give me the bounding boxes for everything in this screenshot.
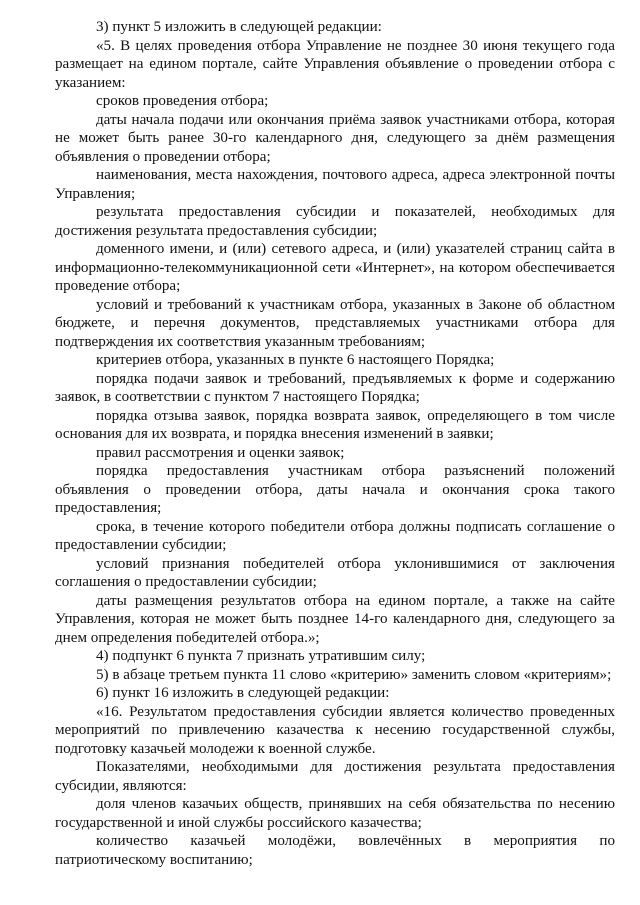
document-paragraph: условий и требований к участникам отбора, указанных в Законе об областном бюджете, и перечня документов, представляемых участниками отбора для подтверждения их соответствия указанным требованиям;	[55, 296, 615, 350]
document-body	[55, 18, 615, 869]
document-paragraph: правил рассмотрения и оценки заявок;	[96, 444, 345, 461]
document-paragraph: порядка подачи заявок и требований, предъявляемых к форме и содержанию заявок, в соответствии с пунктом 7 настоящего Порядка;	[55, 370, 615, 405]
document-paragraph: результата предоставления субсидии и показателей, необходимых для достижения результата предоставления субсидии;	[55, 204, 615, 239]
document-paragraph: доля членов казачьих обществ, принявших на себя обязательства по несению государственной и иной службы российского казачества;	[55, 796, 615, 831]
document-paragraph: даты размещения результатов отбора на едином портале, а также на сайте Управления, которая не может быть позднее 14-го календарного дня, следующего за днем определения победителей отбора.»;	[55, 592, 615, 646]
document-paragraph: 6) пункт 16 изложить в следующей редакции:	[96, 685, 390, 701]
document-paragraph: наименования, места нахождения, почтового адреса, адреса электронной почты Управления;	[55, 167, 615, 202]
document-paragraph: критериев отбора, указанных в пункте 6 настоящего Порядка;	[96, 352, 495, 368]
document-paragraph: 4) подпункт 6 пункта 7 признать утратившим силу;	[96, 648, 426, 664]
document-paragraph: порядка отзыва заявок, порядка возврата заявок, определяющего в том числе основания для их возврата, и порядка внесения изменений в заявки;	[55, 407, 615, 442]
document-paragraph: «5. В целях проведения отбора Управление не позднее 30 июня текущего года размещает на едином портале, сайте Управления объявление о проведении отбора с указанием:	[55, 37, 615, 91]
document-paragraph: срока, в течение которого победители отбора должны подписать соглашение о предоставлении субсидии;	[55, 518, 615, 553]
document-paragraph: количество казачьей молодёжи, вовлечённых в мероприятия по патриотическому воспитанию;	[55, 833, 615, 868]
document-paragraph: порядка предоставления участникам отбора разъяснений положений объявления о проведении отбора, даты начала и окончания срока такого предоставления;	[55, 463, 615, 516]
document-paragraph: 5) в абзаце третьем пункта 11 слово «критерию» заменить словом «критериям»;	[96, 666, 612, 683]
document-paragraph: условий признания победителей отбора уклонившимися от заключения соглашения о предоставлении субсидии;	[55, 555, 615, 590]
document-paragraph: «16. Результатом предоставления субсидии является количество проведенных мероприятий по привлечению казачества к несению государственной службы, подготовку казачьей молодежи к военной службе.	[55, 703, 615, 757]
document-paragraph: доменного имени, и (или) сетевого адреса, и (или) указателей страниц сайта в информационно-телекоммуникационной сети «Интернет», на котором обеспечивается проведение отбора;	[55, 241, 615, 294]
document-paragraph: сроков проведения отбора;	[96, 93, 269, 109]
document-paragraph: Показателями, необходимыми для достижения результата предоставления субсидии, являются:	[55, 759, 615, 794]
document-paragraph: 3) пункт 5 изложить в следующей редакции:	[96, 19, 382, 35]
document-paragraph: даты начала подачи или окончания приёма заявок участниками отбора, которая не может быть ранее 30-го календарного дня, следующего за днём размещения объявления о проведении отбора;	[55, 111, 615, 165]
